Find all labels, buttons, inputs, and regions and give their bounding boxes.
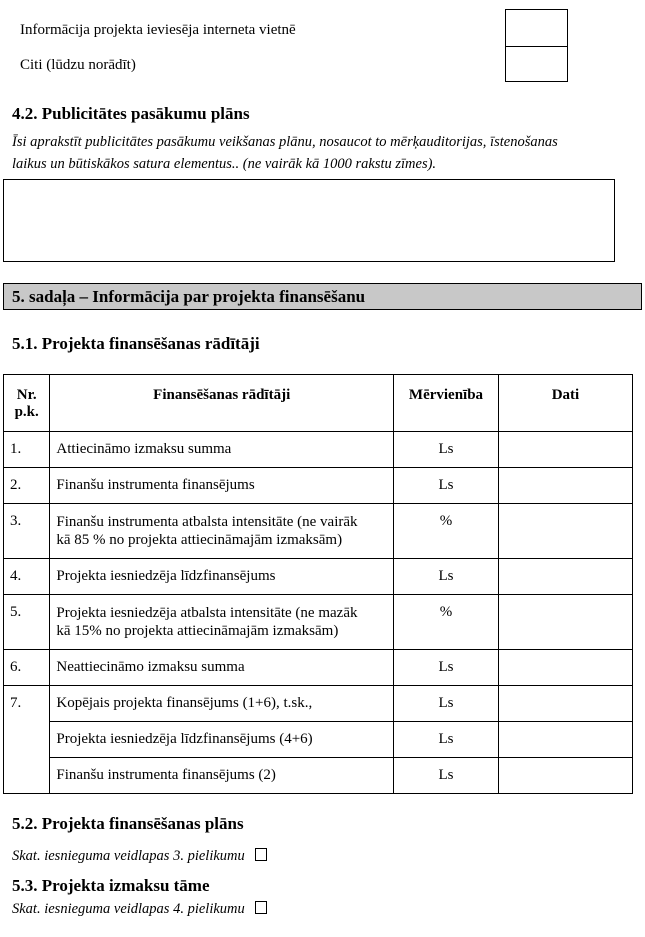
col-header-nr: Nr. p.k. — [4, 375, 50, 432]
section-5-title: 5. sadaļa – Informācija par projekta finansēšanu — [3, 283, 642, 310]
row-data-cell[interactable] — [498, 559, 632, 595]
table-header-row — [4, 375, 633, 432]
row-unit: % — [394, 595, 499, 650]
table-row — [4, 686, 633, 722]
row-unit: Ls — [394, 432, 499, 468]
publicity-instruction — [12, 131, 637, 175]
row-label: Projekta iesniedzēja līdzfinansējums (4+6) — [50, 722, 394, 758]
estimate-reference-text: Skat. iesnieguma veidlapas 4. pielikumu — [12, 901, 245, 917]
table-row — [4, 650, 633, 686]
option-checkbox-other[interactable] — [505, 46, 568, 82]
row-label: Finanšu instrumenta finansējums — [50, 468, 394, 504]
table-row — [4, 758, 633, 794]
publicity-heading: 4.2. Publicitātes pasākumu plāns — [12, 104, 250, 123]
row-nr: 4. — [4, 559, 50, 595]
publicity-text-area[interactable] — [3, 179, 615, 262]
row-unit: Ls — [394, 559, 499, 595]
row-nr: 5. — [4, 595, 50, 650]
table-row — [4, 722, 633, 758]
publicity-instruction-line-2: laikus un būtiskākos satura elementus.. (ne vairāk kā 1000 rakstu zīmes). — [12, 156, 437, 172]
row-data-cell[interactable] — [498, 686, 632, 722]
row-label: Finanšu instrumenta finansējums (2) — [50, 758, 394, 794]
table-row — [4, 595, 633, 650]
row-nr: 2. — [4, 468, 50, 504]
plan-heading: 5.2. Projekta finansēšanas plāns — [12, 814, 244, 833]
row-label: Kopējais projekta finansējums (1+6), t.sk., — [50, 686, 394, 722]
row-data-cell[interactable] — [498, 650, 632, 686]
row-nr: 6. — [4, 650, 50, 686]
row-unit: % — [394, 504, 499, 559]
table-row — [4, 432, 633, 468]
plan-checkbox[interactable] — [255, 848, 267, 861]
row-data-cell[interactable] — [498, 432, 632, 468]
row-label: Projekta iesniedzēja līdzfinansējums — [50, 559, 394, 595]
row-label: Neattiecināmo izmaksu summa — [50, 650, 394, 686]
option-label-other: Citi (lūdzu norādīt) — [20, 57, 136, 73]
estimate-checkbox[interactable] — [255, 901, 267, 914]
table-row — [4, 504, 633, 559]
financing-table — [3, 374, 633, 794]
col-header-indicator: Finansēšanas rādītāji — [50, 375, 394, 432]
estimate-reference — [12, 898, 267, 920]
estimate-heading: 5.3. Projekta izmaksu tāme — [12, 876, 210, 895]
row-data-cell[interactable] — [498, 468, 632, 504]
option-checkbox-website[interactable] — [505, 9, 568, 47]
col-header-unit: Mērvienība — [394, 375, 499, 432]
table-row — [4, 559, 633, 595]
option-label-website: Informācija projekta ieviesēja interneta vietnē — [20, 22, 296, 38]
plan-reference-text: Skat. iesnieguma veidlapas 3. pielikumu — [12, 848, 245, 864]
row-label: Projekta iesniedzēja atbalsta intensitāte (ne mazāk kā 15% no projekta attiecināmajām izmaksām) — [50, 595, 394, 650]
row-data-cell[interactable] — [498, 758, 632, 794]
row-unit: Ls — [394, 650, 499, 686]
row-data-cell[interactable] — [498, 595, 632, 650]
row-nr: 1. — [4, 432, 50, 468]
row-data-cell[interactable] — [498, 722, 632, 758]
row-label: Finanšu instrumenta atbalsta intensitāte (ne vairāk kā 85 % no projekta attiecināmajām izmaksām) — [50, 504, 394, 559]
row-unit: Ls — [394, 758, 499, 794]
financing-heading: 5.1. Projekta finansēšanas rādītāji — [12, 334, 260, 353]
row-label: Attiecināmo izmaksu summa — [50, 432, 394, 468]
table-row — [4, 468, 633, 504]
publicity-instruction-line-1: Īsi aprakstīt publicitātes pasākumu veikšanas plānu, nosaucot to mērķauditorijas, īstenošanas — [12, 134, 558, 150]
row-unit: Ls — [394, 722, 499, 758]
row-nr: 3. — [4, 504, 50, 559]
col-header-data: Dati — [498, 375, 632, 432]
row-data-cell[interactable] — [498, 504, 632, 559]
row-unit: Ls — [394, 468, 499, 504]
row-unit: Ls — [394, 686, 499, 722]
row-nr: 7. — [4, 686, 50, 794]
plan-reference — [12, 845, 267, 867]
